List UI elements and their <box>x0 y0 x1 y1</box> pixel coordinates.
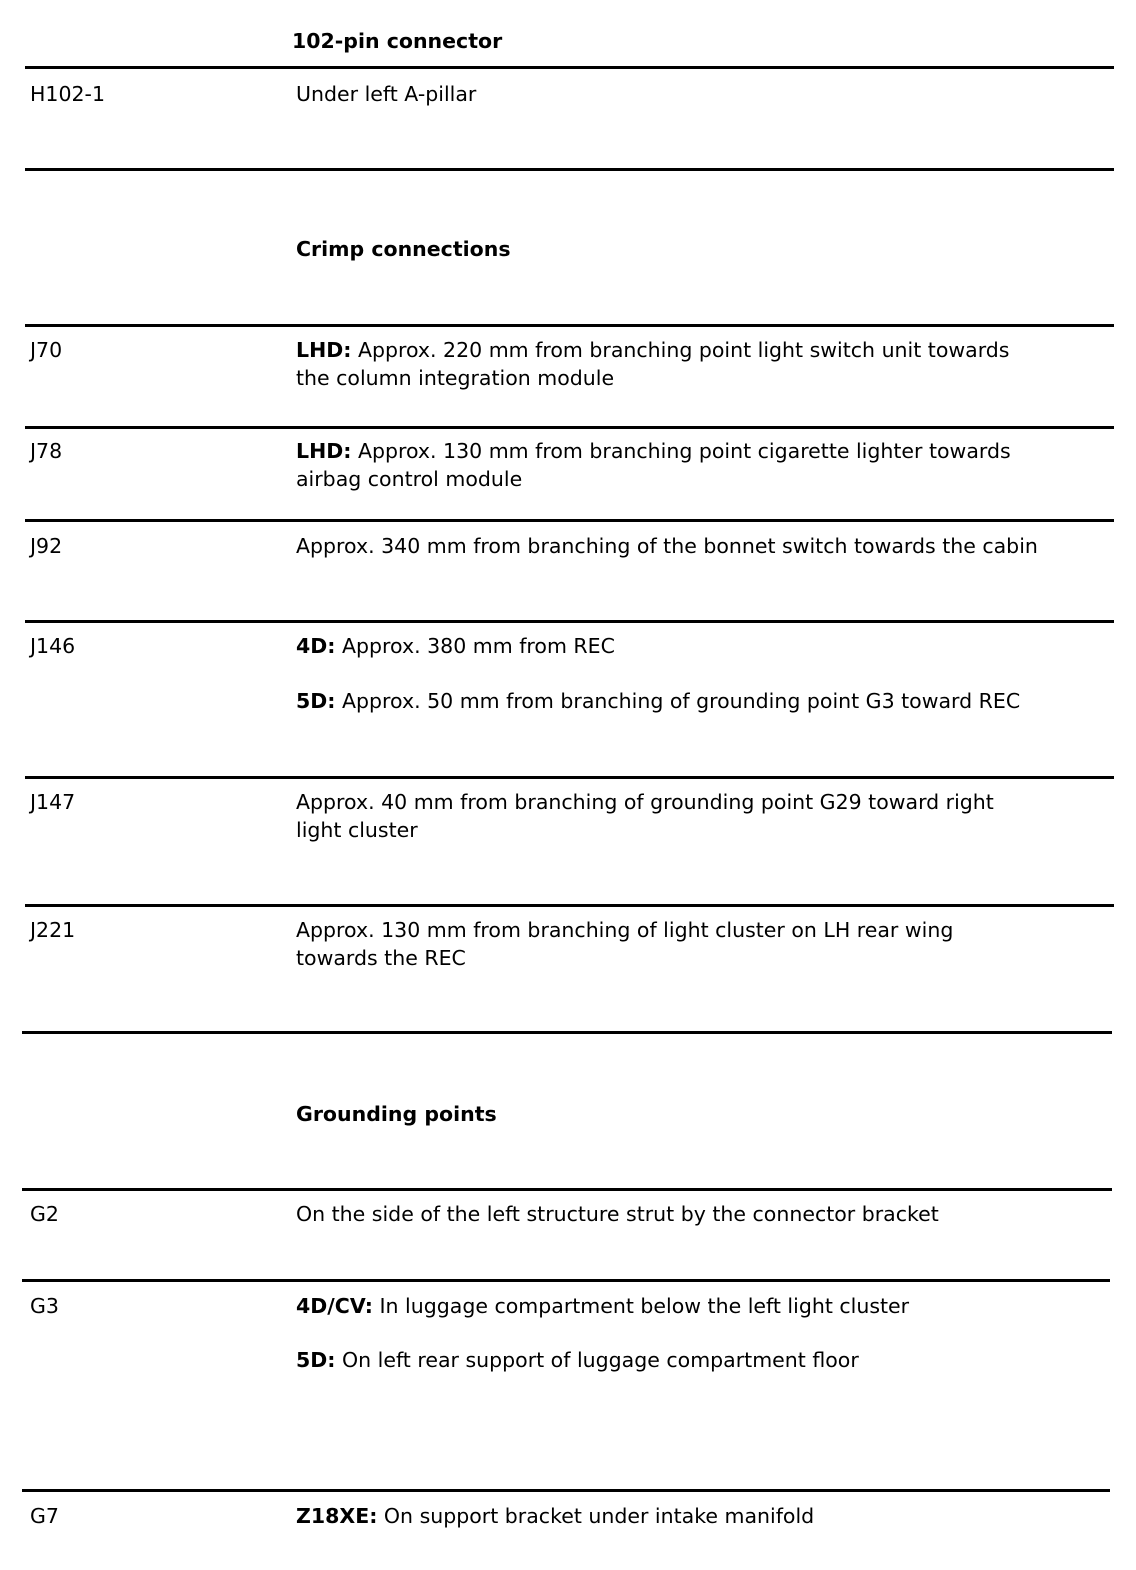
row-code-j70: J70 <box>30 338 63 362</box>
row-text-j147: Approx. 40 mm from branching of grounding point G29 toward right <box>296 790 994 814</box>
row-text-j221-cont: towards the REC <box>296 946 466 970</box>
variant-prefix: 4D: <box>296 634 336 658</box>
row-code-j221: J221 <box>30 918 76 942</box>
row-code-h102-1: H102-1 <box>30 82 105 106</box>
row-text-line: Approx. 50 mm from branching of grounding point G3 toward REC <box>335 689 1021 713</box>
row-text-line: Approx. 220 mm from branching point light switch unit towards <box>351 338 1010 362</box>
row-code-j92: J92 <box>30 534 63 558</box>
row-divider <box>25 620 1114 623</box>
row-code-g7: G7 <box>30 1504 59 1528</box>
variant-prefix: 5D: <box>296 1348 336 1372</box>
row-code-g3: G3 <box>30 1294 59 1318</box>
row-text-line: Approx. 130 mm from branching point cigarette lighter towards <box>351 439 1011 463</box>
row-text-g7 <box>296 1502 814 1530</box>
variant-prefix: LHD: <box>296 439 352 463</box>
row-text-g3-4dcv <box>296 1292 909 1320</box>
row-text-line: Approx. 380 mm from REC <box>335 634 615 658</box>
row-text-g2: On the side of the left structure strut by the connector bracket <box>296 1202 939 1226</box>
row-text-j146-4d <box>296 632 615 660</box>
row-divider <box>25 324 1114 327</box>
row-divider <box>22 1188 1112 1191</box>
row-text-j70-cont: the column integration module <box>296 366 615 390</box>
variant-prefix: 5D: <box>296 689 336 713</box>
row-text-line: On left rear support of luggage compartment floor <box>335 1348 859 1372</box>
row-text-line: In luggage compartment below the left light cluster <box>372 1294 910 1318</box>
section-divider <box>25 66 1114 69</box>
row-text-j78-cont: airbag control module <box>296 467 523 491</box>
row-code-j147: J147 <box>30 790 76 814</box>
variant-prefix: LHD: <box>296 338 352 362</box>
grounding-heading: Grounding points <box>296 1102 497 1126</box>
row-text-j78 <box>296 437 1011 465</box>
row-text-line: On support bracket under intake manifold <box>377 1504 815 1528</box>
row-text-g3-5d <box>296 1346 859 1374</box>
crimp-heading: Crimp connections <box>296 237 511 261</box>
row-text-j92: Approx. 340 mm from branching of the bonnet switch towards the cabin <box>296 534 1038 558</box>
row-divider <box>25 904 1114 907</box>
row-code-j146: J146 <box>30 634 76 658</box>
variant-prefix: 4D/CV: <box>296 1294 373 1318</box>
row-divider <box>22 1279 1110 1282</box>
row-divider <box>25 426 1114 429</box>
row-text-j146-5d <box>296 687 1020 715</box>
row-code-j78: J78 <box>30 439 63 463</box>
row-divider <box>22 1489 1110 1492</box>
row-text-j221: Approx. 130 mm from branching of light cluster on LH rear wing <box>296 918 954 942</box>
connector-heading: 102-pin connector <box>292 29 503 53</box>
row-text-j147-cont: light cluster <box>296 818 418 842</box>
row-divider <box>25 776 1114 779</box>
row-text-h102-1: Under left A-pillar <box>296 82 477 106</box>
section-divider <box>25 168 1114 171</box>
row-code-g2: G2 <box>30 1202 59 1226</box>
variant-prefix: Z18XE: <box>296 1504 378 1528</box>
section-divider <box>22 1031 1112 1034</box>
row-divider <box>25 519 1114 522</box>
row-text-j70 <box>296 336 1009 364</box>
